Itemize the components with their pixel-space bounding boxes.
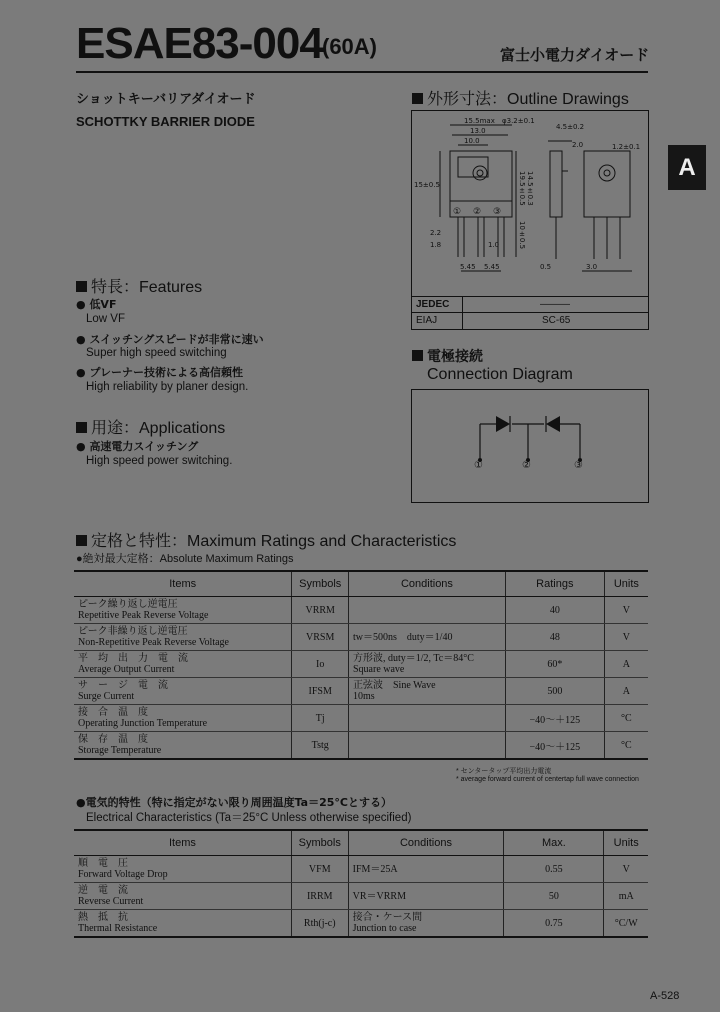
elec-char-table [74,829,648,938]
table-row [74,597,648,624]
table-row [74,651,648,678]
jedec-label: JEDEC [416,299,450,310]
symbol: Tstg [292,732,349,760]
col-max: Max. [504,830,604,856]
item-jp: ピーク非繰り返し逆電圧 [78,626,188,637]
device-type-jp: ショットキーバリアダイオード [76,92,256,107]
conn-pin-3: ③ [574,460,583,471]
table-header-row [74,571,648,597]
pin-2-label: ② [473,207,482,217]
rating: −40～＋125 [505,732,604,760]
table-row [74,910,648,938]
dim-1-8: 1.8 [430,241,442,249]
header-rule [76,71,648,73]
feature-2-jp: ● スイッチングスピードが非常に速い [76,333,264,346]
outline-box [411,110,649,330]
condition: 接合・ケース間 [352,912,423,923]
jedec-value: ——— [540,299,570,310]
col-units: Units [604,571,648,597]
maker-name: 富士小電力ダイオード [500,46,650,64]
col-symbols: Symbols [291,830,348,856]
table-header-row [74,830,648,856]
dim-0-5: 0.5 [540,263,552,271]
dim-pitch-2: 5.45 [484,263,500,271]
max-ratings-table [74,570,648,760]
table-row [74,705,648,732]
max-value: 0.55 [504,856,604,883]
feature-1-en: Low VF [86,313,125,325]
condition-2: 10ms [353,691,375,702]
part-number: ESAE83-004 [76,19,323,68]
applications-heading: 用途：Applications [76,415,225,438]
elec-heading-jp: ●電気的特性（特に指定がない限り周囲温度Ta＝25°Cとする） [76,796,392,809]
max-value: 0.75 [504,910,604,938]
feature-2-en: Super high speed switching [86,347,227,359]
item-en: Thermal Resistance [78,923,158,934]
diode-schematic [412,390,648,502]
unit: V [604,624,648,651]
max-value: 50 [504,883,604,910]
eiaj-label: EIAJ [416,315,438,326]
rating: −40～＋125 [505,705,604,732]
dim-hole-height: 14.5±0.3 [526,171,534,206]
connection-heading-jp: 電極接続 [412,346,483,366]
connection-box [411,389,649,503]
col-items: Items [74,830,291,856]
col-units: Units [604,830,648,856]
ratings-heading: 定格と特性：Maximum Ratings and Characteristics [76,528,456,551]
item-en: Forward Voltage Drop [78,869,168,880]
symbol: IFSM [292,678,349,705]
symbol: VRRM [292,597,349,624]
unit: °C/W [604,910,648,938]
item-jp: ピーク繰り返し逆電圧 [78,599,178,610]
dim-15: 15±0.5 [414,181,440,189]
condition: 方形波, duty＝1/2, Tc＝84°C [353,653,474,664]
abs-max-subheading: ●絶対最大定格：Absolute Maximum Ratings [76,553,294,565]
device-type-en: SCHOTTKY BARRIER DIODE [76,114,255,129]
rating: 40 [505,597,604,624]
item-jp: 接 合 温 度 [78,707,148,718]
item-en: Repetitive Peak Reverse Voltage [78,610,209,621]
condition: VR＝VRRM [352,890,406,902]
dim-1-0: 1.0 [488,241,500,249]
dim-13: 13.0 [470,127,486,135]
symbol: VFM [291,856,348,883]
current-rating: (60A) [322,34,378,59]
item-en: Operating Junction Temperature [78,718,208,729]
feature-3-en: High reliability by planer design. [86,381,249,393]
item-en: Reverse Current [78,896,144,907]
symbol: Tj [292,705,349,732]
condition: IFM＝25A [352,863,398,875]
col-symbols: Symbols [292,571,349,597]
footnote-en: * average forward current of centertap full wave connection [456,776,639,783]
unit: A [604,651,648,678]
table-row [74,883,648,910]
unit: mA [604,883,648,910]
table-row [74,678,648,705]
item-jp: 熱 抵 抗 [78,912,128,923]
col-items: Items [74,571,292,597]
table-row [74,624,648,651]
application-1-en: High speed power switching. [86,455,233,467]
section-tab: A [668,145,706,190]
dim-2: 2.0 [572,141,584,149]
dim-2-2: 2.2 [430,229,442,237]
dim-10: 10.0 [464,137,480,145]
conn-pin-1: ① [474,460,483,471]
unit: V [604,597,648,624]
symbol: IRRM [291,883,348,910]
col-conditions: Conditions [349,571,506,597]
item-jp: 順 電 圧 [78,858,128,869]
rating: 48 [505,624,604,651]
dim-3-0: 3.0 [586,263,598,271]
elec-heading-en: Electrical Characteristics (Ta＝25°C Unless otherwise specified) [86,812,412,824]
unit: °C [604,705,648,732]
condition: 正弦波 Sine Wave [353,680,436,691]
pkg-table-divider [462,297,463,329]
dim-1-2: 1.2±0.1 [612,143,641,151]
col-conditions: Conditions [348,830,504,856]
eiaj-value: SC-65 [542,315,571,326]
feature-1-jp: ● 低VF [76,298,117,311]
item-jp: 逆 電 流 [78,885,128,896]
symbol: VRSM [292,624,349,651]
item-jp: 平 均 出 力 電 流 [78,653,188,664]
footnote-jp: * センタータップ平均出力電流 [456,768,552,775]
pin-3-label: ③ [493,207,502,217]
item-en: Surge Current [78,691,135,702]
unit: V [604,856,648,883]
page-number: A-528 [650,990,680,1002]
dim-body-height: 19.5±0.5 [518,171,526,206]
pin-1-label: ① [453,207,462,217]
features-heading: 特長：Features [76,274,202,297]
dim-thickness: 4.5±0.2 [556,123,585,131]
symbol: Io [292,651,349,678]
item-en: Storage Temperature [78,745,162,756]
rating: 60* [505,651,604,678]
item-en: Non-Repetitive Peak Reverse Voltage [78,637,229,648]
symbol: Rth(j-c) [291,910,348,938]
item-en: Average Output Current [78,664,175,675]
condition: tw＝500ns duty＝1/40 [353,631,453,643]
feature-3-jp: ● プレーナー技術による高信頼性 [76,366,243,379]
conn-pin-2: ② [522,460,531,471]
application-1-jp: ● 高速電力スイッチング [76,440,199,453]
condition-2: Square wave [353,664,405,675]
dim-hole: φ3.2±0.1 [502,117,535,125]
jedec-row [412,296,648,310]
table-row [74,856,648,883]
connection-heading-en: Connection Diagram [427,366,573,383]
condition-2: Junction to case [352,923,417,934]
dim-width-max: 15.5max [464,117,495,125]
unit: A [604,678,648,705]
col-ratings: Ratings [505,571,604,597]
rating: 500 [505,678,604,705]
item-jp: サ ー ジ 電 流 [78,680,168,691]
outline-heading: 外形寸法：Outline Drawings [412,86,629,109]
dim-lead-length: 10±0.5 [518,221,526,250]
table-row [74,732,648,760]
item-jp: 保 存 温 度 [78,734,148,745]
eiaj-row [412,312,648,326]
unit: °C [604,732,648,760]
dim-pitch-1: 5.45 [460,263,476,271]
